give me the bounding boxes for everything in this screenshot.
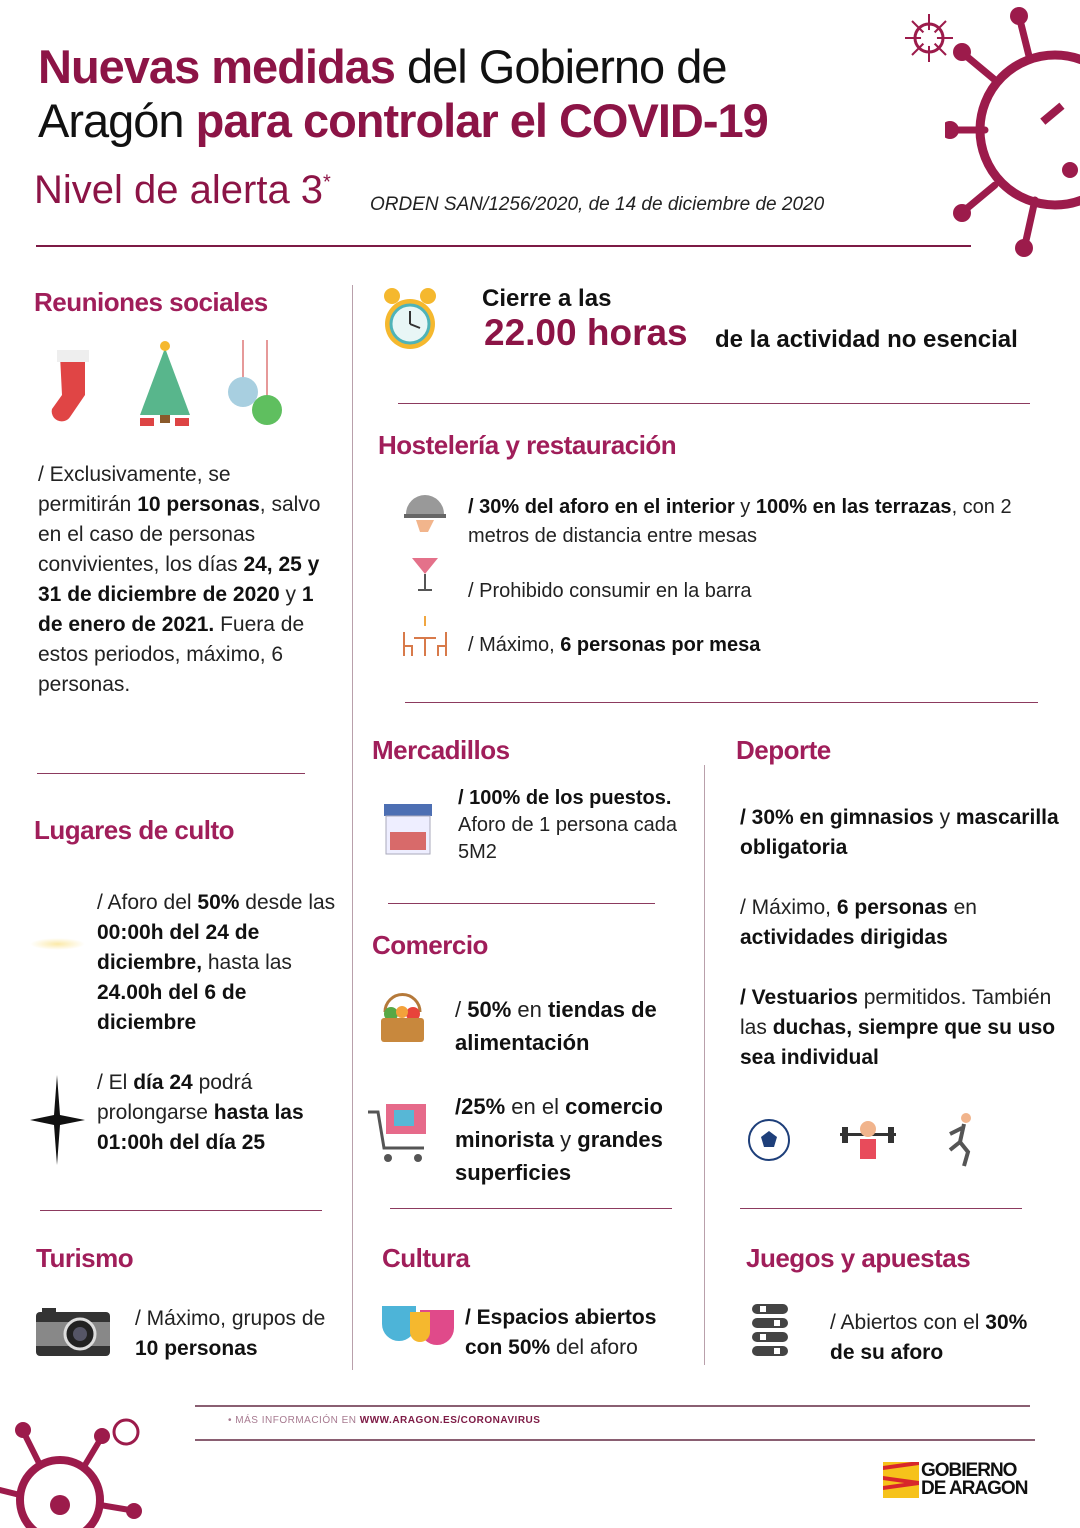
alert-level-text: Nivel de alerta 3 xyxy=(34,168,324,212)
alarm-clock-icon xyxy=(380,284,440,358)
serving-cloche-icon xyxy=(402,488,448,536)
food-basket-icon xyxy=(375,990,430,1045)
text-segment: / El xyxy=(97,1071,134,1094)
bold-text-segment: / 30% del aforo en el interior xyxy=(468,496,735,518)
text-segment: / Máximo, xyxy=(740,896,837,919)
light-glow-icon xyxy=(30,938,85,950)
section-heading-cultura: Cultura xyxy=(382,1243,470,1273)
bold-text-segment: mascarilla obligatoria xyxy=(740,806,1059,859)
bold-text-segment: hasta las 01:00h del día 25 xyxy=(97,1101,304,1154)
text-segment: / Máximo, grupos de xyxy=(135,1307,326,1330)
bold-text-segment: duchas, siempre que su uso sea individual xyxy=(740,1016,1056,1069)
text-segment: Aragón xyxy=(38,94,196,147)
market-stall-icon xyxy=(382,802,434,856)
section-heading-deporte: Deporte xyxy=(736,735,831,765)
theater-masks-icon xyxy=(380,1302,458,1354)
bold-text-segment: Nuevas medidas xyxy=(38,40,395,93)
text-segment: en el xyxy=(505,1094,566,1119)
christmas-tree-icon xyxy=(135,340,195,428)
culto-item-2 xyxy=(97,1068,347,1158)
runner-icon xyxy=(940,1110,980,1170)
divider xyxy=(388,903,655,904)
christmas-stocking-icon xyxy=(45,345,100,425)
footer-divider xyxy=(195,1439,1035,1441)
gobierno-aragon-logo xyxy=(883,1462,1027,1498)
soccer-ball-icon xyxy=(746,1117,792,1163)
alert-mark: * xyxy=(323,171,331,194)
bold-text-segment: 24, 25 y 31 de diciembre de 2020 xyxy=(38,553,320,606)
section-heading-mercadillos: Mercadillos xyxy=(372,735,510,765)
footer-info-link[interactable]: WWW.ARAGON.ES/CORONAVIRUS xyxy=(359,1415,541,1426)
text-segment: Fuera de estos periodos, máximo, 6 personas. xyxy=(38,613,305,696)
text-segment: / Máximo, xyxy=(468,634,561,656)
bold-text-segment: 24.00h del 6 de diciembre xyxy=(97,981,247,1034)
bold-text-segment: 100% en las terrazas xyxy=(755,496,952,518)
logo-line-1: GOBIERNO xyxy=(921,1460,1017,1481)
text-segment: / Abiertos con el xyxy=(830,1311,986,1334)
closing-line-1: Cierre a las xyxy=(482,285,612,312)
text-segment: Aforo de 1 persona cada 5M2 xyxy=(458,814,678,863)
mercadillos-text xyxy=(458,785,688,866)
bold-text-segment: / 100% de los puestos. xyxy=(458,787,672,809)
comercio-item-1 xyxy=(455,993,695,1059)
hosteleria-item-3 xyxy=(468,630,968,660)
bold-text-segment: 50% xyxy=(197,891,240,914)
alert-level xyxy=(34,168,331,213)
text-segment: y xyxy=(279,583,302,606)
column-divider xyxy=(352,285,353,1370)
text-segment: y xyxy=(554,1127,578,1152)
text-segment: , salvo en el caso de personas convivientes, los días xyxy=(38,493,321,576)
bold-text-segment: / Espacios abiertos con 50% xyxy=(465,1306,657,1359)
cocktail-icon xyxy=(410,550,440,595)
logo-line-2: DE ARAGON xyxy=(921,1478,1028,1499)
text-segment: / Prohibido consumir en la barra xyxy=(468,580,752,602)
reuniones-text xyxy=(38,460,328,700)
text-segment: , con 2 metros de distancia entre mesas xyxy=(468,496,1012,547)
bold-text-segment: 6 personas xyxy=(836,896,948,919)
divider xyxy=(390,1208,672,1209)
bold-text-segment: 00:00h del 24 de diciembre, xyxy=(97,921,260,974)
text-segment: en xyxy=(511,997,548,1022)
section-heading-hosteleria: Hostelería y restauración xyxy=(378,430,677,460)
footer-divider xyxy=(195,1405,1030,1407)
culto-item-1 xyxy=(97,888,347,1038)
virus-icon-bottom xyxy=(0,1410,150,1528)
orden-reference: ORDEN SAN/1256/2020, de 14 de diciembre de 2020 xyxy=(370,194,825,215)
bold-text-segment: 10 personas xyxy=(135,1337,258,1360)
text-segment: hasta las xyxy=(202,951,292,974)
star-icon xyxy=(30,1075,85,1165)
hosteleria-item-2 xyxy=(468,576,968,606)
text-segment: podrá prolongarse xyxy=(97,1071,253,1124)
bold-text-segment: 1 de enero de 2021. xyxy=(38,583,314,636)
deporte-item-3 xyxy=(740,983,1060,1073)
bold-text-segment: 50% xyxy=(467,997,512,1022)
text-segment: y xyxy=(933,806,956,829)
closing-line-2: de la actividad no esencial xyxy=(715,326,1018,353)
text-segment: / Exclusivamente, se permitirán xyxy=(38,463,231,516)
divider xyxy=(398,403,1030,404)
bold-text-segment: / Vestuarios xyxy=(740,986,858,1009)
column-divider xyxy=(704,765,705,1365)
bold-text-segment: comercio minorista xyxy=(455,1094,663,1152)
deporte-item-2 xyxy=(740,893,1060,953)
closing-time: 22.00 horas xyxy=(484,312,688,353)
text-segment: permitidos. También las xyxy=(740,986,1052,1039)
bold-text-segment: 30% de su aforo xyxy=(830,1311,1028,1364)
christmas-ornaments-icon xyxy=(225,340,285,428)
section-heading-juegos: Juegos y apuestas xyxy=(746,1243,971,1273)
divider xyxy=(405,702,1038,703)
bold-text-segment: / 30% en gimnasios xyxy=(740,806,934,829)
footer-info: • MÁS INFORMACIÓN EN WWW.ARAGON.ES/CORONAVIRUS xyxy=(228,1415,541,1426)
footer-info-label: MÁS INFORMACIÓN EN xyxy=(235,1415,360,1426)
divider xyxy=(40,1210,322,1211)
bold-text-segment: 6 personas por mesa xyxy=(560,634,761,656)
bold-text-segment: día 24 xyxy=(133,1071,193,1094)
text-segment: y xyxy=(734,496,756,518)
deporte-item-1 xyxy=(740,803,1060,863)
shopping-cart-icon xyxy=(366,1100,432,1166)
bold-text-segment: para controlar el COVID-19 xyxy=(195,94,768,147)
title-line-1 xyxy=(38,40,726,94)
title-line-2 xyxy=(38,94,768,148)
section-heading-culto: Lugares de culto xyxy=(34,815,235,845)
virus-icon xyxy=(945,0,1080,260)
turismo-text xyxy=(135,1304,335,1364)
bold-text-segment: tiendas de alimentación xyxy=(455,997,657,1055)
divider xyxy=(37,773,305,774)
divider xyxy=(740,1208,1022,1209)
poker-chips-icon xyxy=(748,1300,793,1360)
weightlifter-icon xyxy=(838,1115,898,1167)
hosteleria-item-1 xyxy=(468,493,1048,551)
section-heading-turismo: Turismo xyxy=(36,1243,134,1273)
bold-text-segment: actividades dirigidas xyxy=(740,926,948,949)
header-divider xyxy=(36,245,971,247)
cultura-text xyxy=(465,1303,695,1363)
text-segment: / xyxy=(455,997,468,1022)
bold-text-segment: grandes superficies xyxy=(455,1127,663,1185)
text-segment: del aforo xyxy=(550,1336,638,1359)
bold-text-segment: /25% xyxy=(455,1094,506,1119)
text-segment: del Gobierno de xyxy=(394,40,727,93)
comercio-item-2 xyxy=(455,1090,700,1189)
table-chairs-icon xyxy=(400,612,450,660)
aragon-flag-icon xyxy=(883,1462,919,1498)
juegos-text xyxy=(830,1308,1050,1368)
section-heading-reuniones: Reuniones sociales xyxy=(34,287,268,317)
camera-icon xyxy=(36,1308,110,1356)
text-segment: en xyxy=(947,896,977,919)
small-virus-icon xyxy=(903,12,955,64)
text-segment: / Aforo del xyxy=(97,891,198,914)
text-segment: desde las xyxy=(239,891,336,914)
section-heading-comercio: Comercio xyxy=(372,930,488,960)
bold-text-segment: 10 personas xyxy=(137,493,260,516)
